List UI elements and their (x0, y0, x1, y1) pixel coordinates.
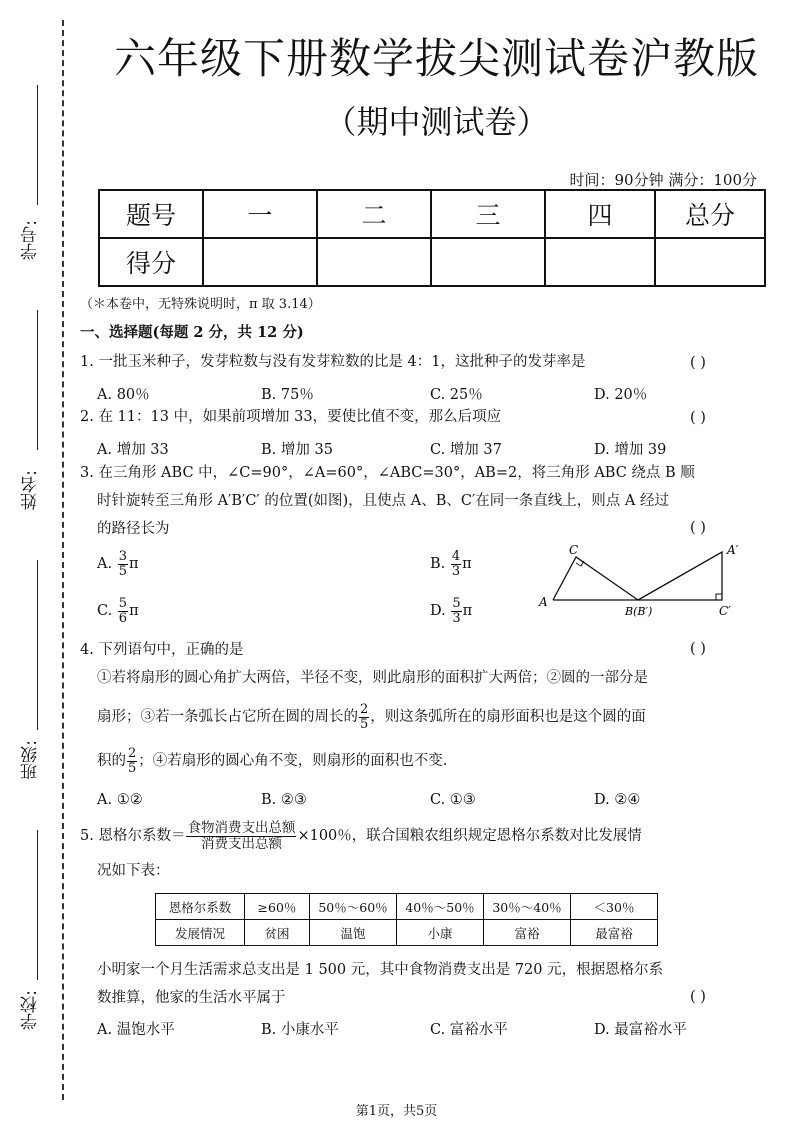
score-blank[interactable] (317, 238, 431, 286)
score-cell: 二 (317, 190, 431, 238)
label-c-prime: C′ (719, 604, 731, 618)
name-rule (37, 310, 38, 450)
question-4: 4. 下列语句中，正确的是 (80, 642, 244, 658)
page-footer: 第1页，共5页 (355, 1104, 438, 1119)
school-label: 学校: (21, 990, 41, 1030)
score-table-header-row (99, 190, 765, 238)
option-a: A. 增加 33 (97, 442, 169, 458)
answer-paren: ( ) (690, 989, 706, 1005)
option-d: D. ②④ (594, 792, 641, 808)
answer-paren: ( ) (690, 355, 706, 371)
question-5-line3: 小明家一个月生活需求总支出是 1 500 元，其中食物消费支出是 720 元，根据恩格尔系 (97, 962, 664, 978)
engel-cell: 40％～50％ (397, 894, 484, 920)
option-b: B. $\frac{4}{3}$ π (430, 549, 472, 579)
score-cell: 得分 (99, 238, 203, 286)
engel-cell: 贫困 (245, 920, 310, 946)
class-rule (37, 560, 38, 730)
question-4-line1: ①若将扇形的圆心角扩大两倍，半径不变，则此扇形的面积扩大两倍；②圆的一部分是 (97, 670, 648, 686)
engel-row-level (156, 920, 658, 946)
score-blank[interactable] (203, 238, 317, 286)
section-heading: 一、选择题(每题 2 分，共 12 分) (80, 324, 304, 341)
option-b: B. ②③ (261, 792, 307, 808)
engel-cell: 富裕 (484, 920, 571, 946)
score-blank[interactable] (431, 238, 545, 286)
option-d: D. 最富裕水平 (594, 1022, 687, 1038)
question-3-line3: 的路径长为 (97, 521, 170, 537)
question-5-line4: 数推算，他家的生活水平属于 (97, 990, 286, 1006)
option-c: C. 富裕水平 (430, 1022, 508, 1038)
question-4-line3: 积的 $\frac{2}{5}$ ；④若扇形的圆心角不变，则扇形的面积也不变. (97, 745, 448, 776)
engel-cell: 发展情况 (156, 920, 245, 946)
engel-cell: 50％～60％ (310, 894, 397, 920)
answer-paren: ( ) (690, 520, 706, 536)
score-cell: 总分 (655, 190, 765, 238)
question-3-line1: 3. 在三角形 ABC 中，∠C=90°，∠A=60°，∠ABC=30°，AB=2，将三角形 ABC 绕点 B 顺 (80, 465, 695, 481)
answer-paren: ( ) (690, 410, 706, 426)
engel-cell: 30％～40％ (484, 894, 571, 920)
option-b: B. 75％ (261, 387, 314, 403)
label-b: B(B′) (625, 605, 653, 618)
score-cell: 四 (545, 190, 655, 238)
question-5: 5. 恩格尔系数＝ $\frac{\text{食物消费支出总额}}{\text{消费支出总额}}$ ×100％，联合国粮农组织规定恩格尔系数对比发展情 (80, 820, 642, 852)
engel-cell: ≥60％ (245, 894, 310, 920)
triangle-abc (553, 557, 638, 600)
option-d: D. 20％ (594, 387, 648, 403)
option-d: D. 增加 39 (594, 442, 667, 458)
question-1: 1. 一批玉米种子，发芽粒数与没有发芽粒数的比是 4：1，这批种子的发芽率是 (80, 354, 586, 370)
question-3-line2: 时针旋转至三角形 A′B′C′ 的位置(如图)，且使点 A、B、C′在同一条直线上，则点 A 经过 (97, 493, 669, 509)
engel-cell: ＜30％ (571, 894, 658, 920)
score-blank[interactable] (655, 238, 765, 286)
option-a: A. 80％ (97, 387, 150, 403)
student-id-label: 学号: (21, 220, 41, 260)
question-2: 2. 在 11：13 中，如果前项增加 33，要使比值不变，那么后项应 (80, 409, 502, 425)
binding-line (62, 20, 64, 1100)
label-c: C (569, 543, 579, 557)
student-id-rule (37, 85, 38, 205)
score-cell: 题号 (99, 190, 203, 238)
option-b: B. 小康水平 (261, 1022, 339, 1038)
score-table (98, 189, 766, 287)
triangle-a2b2c2 (638, 552, 722, 600)
right-angle-mark-c2 (716, 594, 722, 600)
school-rule (37, 830, 38, 980)
engel-cell: 小康 (397, 920, 484, 946)
triangle-figure (535, 540, 755, 620)
page-title: 六年级下册数学拔尖测试卷沪教版 (113, 34, 759, 83)
question-4-line2: 扇形；③若一条弧长占它所在圆的周长的 $\frac{2}{5}$ ，则这条弧所在的扇形面积也是这个圆的面 (97, 701, 646, 732)
note: （＊本卷中，无特殊说明时，π 取 3.14） (80, 297, 321, 312)
score-table-score-row (99, 238, 765, 286)
engel-row-coefficient (156, 894, 658, 920)
name-label: 姓名: (21, 470, 41, 510)
engel-table (155, 893, 658, 946)
question-5-line2: 况如下表： (97, 863, 170, 879)
class-label: 班级: (21, 740, 41, 780)
label-a: A (539, 595, 548, 609)
option-c: C. 增加 37 (430, 442, 502, 458)
page-subtitle: （期中测试卷） (324, 103, 549, 141)
option-d: D. $\frac{5}{3}$ π (430, 596, 473, 626)
engel-cell: 温饱 (310, 920, 397, 946)
option-a: A. ①② (97, 792, 143, 808)
option-b: B. 增加 35 (261, 442, 333, 458)
score-blank[interactable] (545, 238, 655, 286)
option-c: C. 25％ (430, 387, 483, 403)
engel-cell: 最富裕 (571, 920, 658, 946)
option-c: C. $\frac{5}{6}$ π (97, 596, 139, 626)
option-c: C. ①③ (430, 792, 476, 808)
option-a: A. 温饱水平 (97, 1022, 175, 1038)
option-a: A. $\frac{3}{5}$ π (97, 549, 139, 579)
score-cell: 一 (203, 190, 317, 238)
time-info: 时间：90分钟 满分：100分 (569, 171, 757, 189)
label-a-prime: A′ (727, 543, 739, 557)
score-cell: 三 (431, 190, 545, 238)
engel-cell: 恩格尔系数 (156, 894, 245, 920)
answer-paren: ( ) (690, 641, 706, 657)
